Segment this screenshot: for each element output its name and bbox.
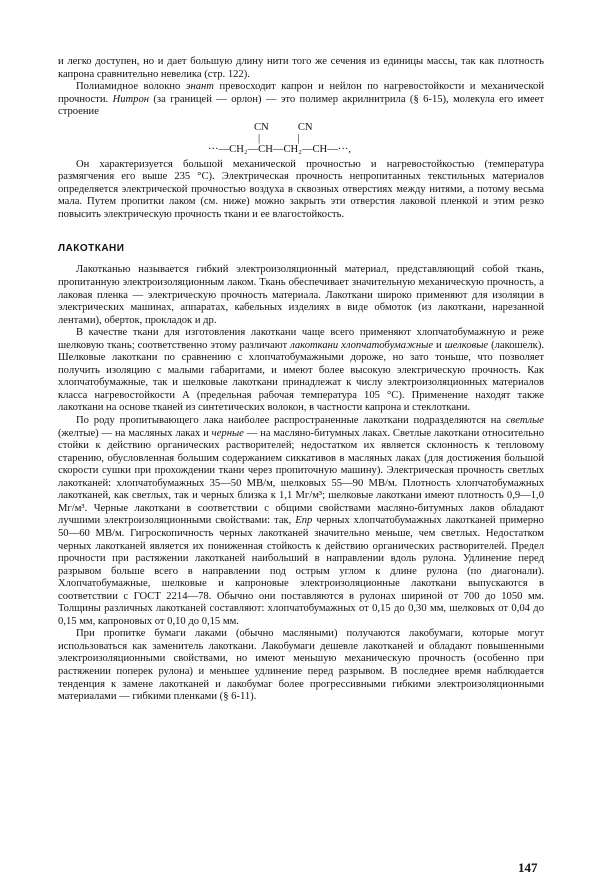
- formula-chain: ···—CH₂—CH—CH₂—CH—···,: [208, 143, 352, 155]
- section-heading: ЛАКОТКАНИ: [58, 243, 125, 255]
- term-black: черные: [211, 427, 244, 439]
- page-body: [58, 56, 544, 704]
- section-paragraph-2: [58, 327, 544, 415]
- section-paragraph-4: При пропитке бумаги лаками (обычно масляными) получаются лакобумаги, которые могут использоваться как заменитель лакоткани. Лакобумаги дешевле лакотканей и обладают повышенными электроизоляционными свойствами, но имеют меньшую механическую прочность (особенно при растяжении поперек рулона) и меньшее удлинение перед разрывом. В последнее время наблюдается тенденция к замене лакотканей и лакобумаг более прогрессивными гибкими электроизоляционными материалами — гибкими пленками (§ 6-11).: [58, 628, 544, 703]
- section-paragraph-3: [58, 415, 544, 628]
- text-run: В качестве ткани для изготовления лакоткани чаще всего применяют хлопчатобумажную и реже шелковую ткань; соответственно этому различают: [58, 327, 544, 351]
- term-nitron: Нитрон: [112, 93, 150, 105]
- text-run: (лакошелк). Шелковые лакоткани по сравнению с хлопчатобумажными дороже, но зато тоньше, что позволяет получить изоляцию с малыми габаритами, и имеют более высокую электрическую прочность. Как хлопчатобумажные, так и шелковые лакоткани принадлежат к числу электроизоляционных материалов класса нагревостойкости А (предельная рабочая температура 105 °С). Применение находят также лакоткани на основе тканей из синтетических волокон, в частности капрона и стеклоткани.: [58, 339, 544, 414]
- chemical-formula: [208, 122, 544, 155]
- text-run: (за границей — орлон) — это полимер акрилнитрила (§ 6-15), молекула его имеет строение: [58, 93, 544, 118]
- intro-paragraph-2: [58, 81, 544, 119]
- text-run: По роду пропитывающего лака наиболее распространенные лакоткани подразделяются на: [76, 415, 506, 427]
- symbol-epr: Eпр: [295, 515, 313, 527]
- term-light: светлые: [505, 415, 544, 427]
- text-run: Полиамидное волокно: [76, 81, 186, 93]
- page-number: 147: [518, 860, 538, 875]
- formula-bonds: | |: [258, 132, 300, 144]
- text-run: превосходит капрон и нейлон по нагревостойкости и механической прочности.: [58, 81, 544, 105]
- text-run: (желтые) — на масляных лаках и: [58, 427, 212, 439]
- section-paragraph-1: Лакотканью называется гибкий электроизоляционный материал, представляющий собой ткань, пропитанную электроизоляционным лаком. Ткань обеспечивает значительную механическую прочность, а лаковая пленка — электрическую прочность материала. Лакоткани широко применяют для изоляции в электрических машинах, аппаратах, кабельных изделиях в виде обмоток (из лакоткани, нарезанной лентами), оберток, прокладок и др.: [58, 264, 544, 326]
- text-run: — на масляно-битумных лаках. Светлые лакоткани относительно стойки к действию органических растворителей; недостатком их является склонность к тепловому старению, обусловленная большим содержанием сиккативов в масляных лаках (для достижения большой скорости сушки при прохождении ткани через пропиточную машину). Электрическая прочность светлых лакотканей: хлопчатобумажных 35—50 МВ/м, шелковых 55—90 МВ/м. Плотность хлопчатобумажных лакотканей, как светлых, так и черных близка к 1,1 Мг/м³; шелковые лакоткани имеют плотность 0,9—1,0 Мг/м³. Черные лакоткани в соответствии с общими свойствами масляно-битумных лаков обладают лучшими электроизоляционными свойствами: так,: [58, 427, 544, 527]
- term-enant: энант: [185, 81, 214, 93]
- term-silk: шелковые: [444, 339, 489, 351]
- text-run: черных хлопчатобумажных лакотканей примерно 50—60 МВ/м. Гигроскопичность черных лакотканей значительно меньше, чем светлых. Недостатком черных лакотканей является их пониженная стойкость к действию органических растворителей. Предел прочности при растяжении лакотканей наибольший в направлении вдоль рулона. Удлинение перед разрывом больше всего в направлении под острым углом к длине рулона (по диагонали). Хлопчатобумажные, шелковые и капроновые электроизоляционные лакоткани выпускаются в соответствии с ГОСТ 2214—78. Обычно они поставляются в рулонах шириной от 700 до 1050 мм. Толщины различных лакотканей составляют: хлопчатобумажных от 0,15 до 0,30 мм, шелковых от 0,04 до 0,15 мм, капроновых от 0,10 до 0,15 мм.: [58, 515, 544, 627]
- formula-substituents: CN CN: [254, 121, 313, 133]
- text-run: и: [433, 339, 445, 351]
- intro-paragraph-3: Он характеризуется большой механической прочностью и нагревостойкостью (температура размягчения его выше 235 °С). Электрическая прочность непропитанных текстильных материалов определяется электрической прочностью воздуха в сквозных отверстиях между нитями, а потому весьма мала. Путем пропитки лаком (см. ниже) можно закрыть эти отверстия лаковой пленкой и этим резко повысить электрическую прочность ткани и ее влагостойкость.: [58, 158, 544, 220]
- term-cotton-varnished-cloth: лакоткани хлопчатобумажные: [290, 339, 434, 351]
- intro-paragraph-1: и легко доступен, но и дает большую длину нити того же сечения из единицы массы, так как плотность капрона сравнительно невелика (стр. 122).: [58, 56, 544, 80]
